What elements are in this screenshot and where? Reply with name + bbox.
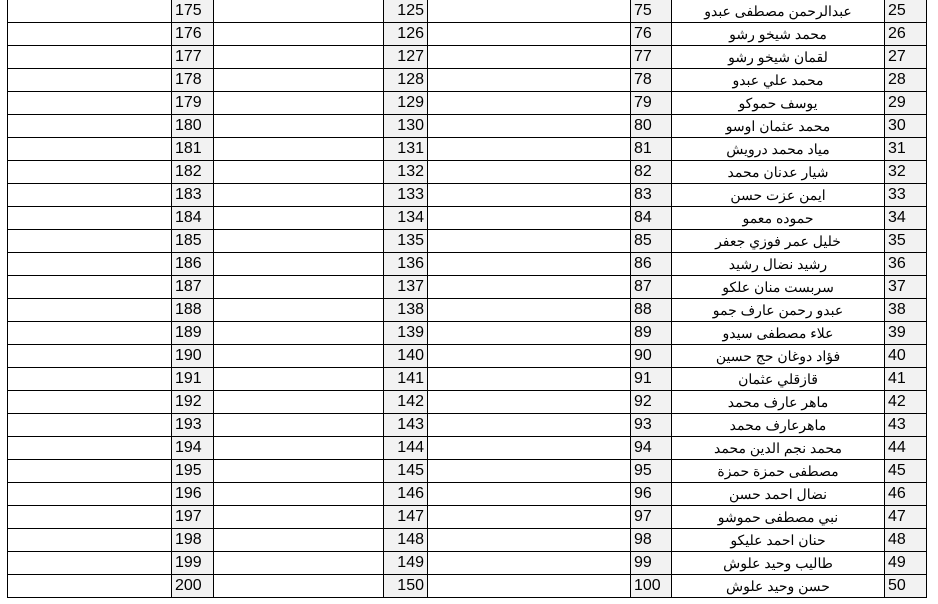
table-row [8, 138, 927, 161]
blank-cell[interactable] [8, 437, 172, 460]
blank-cell[interactable] [214, 529, 384, 552]
number-cell[interactable]: 40 [885, 345, 927, 368]
number-cell[interactable]: 43 [885, 414, 927, 437]
number-cell[interactable]: 36 [885, 253, 927, 276]
number-cell[interactable]: 27 [885, 46, 927, 69]
number-cell[interactable]: 131 [384, 138, 428, 161]
number-cell[interactable]: 41 [885, 368, 927, 391]
number-cell[interactable]: 193 [172, 414, 214, 437]
number-cell[interactable]: 200 [172, 575, 214, 598]
name-cell[interactable]: عبدو رحمن عارف جمو [672, 299, 885, 322]
blank-cell[interactable] [214, 483, 384, 506]
data-table [7, 0, 927, 598]
number-cell[interactable]: 78 [631, 69, 672, 92]
number-cell[interactable]: 77 [631, 46, 672, 69]
number-cell[interactable]: 83 [631, 184, 672, 207]
table-row [8, 0, 927, 23]
blank-cell[interactable] [214, 207, 384, 230]
blank-cell[interactable] [214, 391, 384, 414]
number-cell[interactable]: 186 [172, 253, 214, 276]
blank-cell[interactable] [8, 322, 172, 345]
blank-cell[interactable] [428, 184, 631, 207]
number-cell[interactable]: 140 [384, 345, 428, 368]
number-cell[interactable]: 76 [631, 23, 672, 46]
number-cell[interactable]: 93 [631, 414, 672, 437]
number-cell[interactable]: 92 [631, 391, 672, 414]
table-row [8, 322, 927, 345]
blank-cell[interactable] [428, 138, 631, 161]
number-cell[interactable]: 141 [384, 368, 428, 391]
table-body [8, 0, 927, 598]
name-cell[interactable]: لقمان شيخو رشو [672, 46, 885, 69]
blank-cell[interactable] [428, 115, 631, 138]
number-cell[interactable]: 146 [384, 483, 428, 506]
blank-cell[interactable] [214, 506, 384, 529]
number-cell[interactable]: 45 [885, 460, 927, 483]
number-cell[interactable]: 179 [172, 92, 214, 115]
number-cell[interactable]: 32 [885, 161, 927, 184]
number-cell[interactable]: 81 [631, 138, 672, 161]
blank-cell[interactable] [214, 437, 384, 460]
blank-cell[interactable] [428, 46, 631, 69]
number-cell[interactable]: 180 [172, 115, 214, 138]
number-cell[interactable]: 96 [631, 483, 672, 506]
number-cell[interactable]: 98 [631, 529, 672, 552]
table-row [8, 552, 927, 575]
table-row [8, 483, 927, 506]
number-cell[interactable]: 89 [631, 322, 672, 345]
name-cell[interactable]: محمد نجم الدين محمد [672, 437, 885, 460]
blank-cell[interactable] [214, 0, 384, 23]
number-cell[interactable]: 26 [885, 23, 927, 46]
number-cell[interactable]: 187 [172, 276, 214, 299]
table-row [8, 414, 927, 437]
name-cell[interactable]: عبدالرحمن مصطفى عبدو [672, 0, 885, 23]
number-cell[interactable]: 144 [384, 437, 428, 460]
blank-cell[interactable] [8, 253, 172, 276]
blank-cell[interactable] [214, 69, 384, 92]
table-row [8, 368, 927, 391]
name-cell[interactable]: حموده معمو [672, 207, 885, 230]
name-cell[interactable]: مياد محمد درويش [672, 138, 885, 161]
number-cell[interactable]: 183 [172, 184, 214, 207]
number-cell[interactable]: 150 [384, 575, 428, 598]
table-row [8, 161, 927, 184]
number-cell[interactable]: 35 [885, 230, 927, 253]
table-row [8, 575, 927, 598]
number-cell[interactable]: 44 [885, 437, 927, 460]
number-cell[interactable]: 135 [384, 230, 428, 253]
blank-cell[interactable] [428, 322, 631, 345]
table-row [8, 46, 927, 69]
number-cell[interactable]: 137 [384, 276, 428, 299]
blank-cell[interactable] [214, 575, 384, 598]
blank-cell[interactable] [8, 138, 172, 161]
table-row [8, 529, 927, 552]
number-cell[interactable]: 97 [631, 506, 672, 529]
number-cell[interactable]: 129 [384, 92, 428, 115]
number-cell[interactable]: 38 [885, 299, 927, 322]
number-cell[interactable]: 50 [885, 575, 927, 598]
table-row [8, 23, 927, 46]
number-cell[interactable]: 37 [885, 276, 927, 299]
number-cell[interactable]: 47 [885, 506, 927, 529]
name-cell[interactable]: ايمن عزت حسن [672, 184, 885, 207]
table-row [8, 345, 927, 368]
blank-cell[interactable] [428, 92, 631, 115]
blank-cell[interactable] [8, 0, 172, 23]
name-cell[interactable]: يوسف حموكو [672, 92, 885, 115]
name-cell[interactable]: رشيد نضال رشيد [672, 253, 885, 276]
name-cell[interactable]: طاليب وحيد علوش [672, 552, 885, 575]
number-cell[interactable]: 49 [885, 552, 927, 575]
number-cell[interactable]: 190 [172, 345, 214, 368]
number-cell[interactable]: 94 [631, 437, 672, 460]
blank-cell[interactable] [428, 575, 631, 598]
number-cell[interactable]: 79 [631, 92, 672, 115]
table-row [8, 460, 927, 483]
number-cell[interactable]: 184 [172, 207, 214, 230]
number-cell[interactable]: 188 [172, 299, 214, 322]
blank-cell[interactable] [214, 115, 384, 138]
name-cell[interactable]: سربست منان علكو [672, 276, 885, 299]
blank-cell[interactable] [8, 161, 172, 184]
number-cell[interactable]: 85 [631, 230, 672, 253]
number-cell[interactable]: 194 [172, 437, 214, 460]
blank-cell[interactable] [214, 414, 384, 437]
number-cell[interactable]: 100 [631, 575, 672, 598]
number-cell[interactable]: 175 [172, 0, 214, 23]
number-cell[interactable]: 143 [384, 414, 428, 437]
number-cell[interactable]: 189 [172, 322, 214, 345]
number-cell[interactable]: 31 [885, 138, 927, 161]
blank-cell[interactable] [428, 161, 631, 184]
name-cell[interactable]: علاء مصطفى سيدو [672, 322, 885, 345]
blank-cell[interactable] [214, 368, 384, 391]
number-cell[interactable]: 29 [885, 92, 927, 115]
number-cell[interactable]: 145 [384, 460, 428, 483]
blank-cell[interactable] [8, 529, 172, 552]
blank-cell[interactable] [428, 253, 631, 276]
number-cell[interactable]: 42 [885, 391, 927, 414]
blank-cell[interactable] [428, 414, 631, 437]
blank-cell[interactable] [8, 483, 172, 506]
number-cell[interactable]: 182 [172, 161, 214, 184]
blank-cell[interactable] [428, 437, 631, 460]
blank-cell[interactable] [8, 299, 172, 322]
name-cell[interactable]: محمد عثمان اوسو [672, 115, 885, 138]
blank-cell[interactable] [8, 345, 172, 368]
blank-cell[interactable] [214, 92, 384, 115]
number-cell[interactable]: 133 [384, 184, 428, 207]
table-row [8, 207, 927, 230]
number-cell[interactable]: 33 [885, 184, 927, 207]
blank-cell[interactable] [428, 552, 631, 575]
number-cell[interactable]: 176 [172, 23, 214, 46]
name-cell[interactable]: حسن وحيد علوش [672, 575, 885, 598]
blank-cell[interactable] [214, 299, 384, 322]
blank-cell[interactable] [428, 0, 631, 23]
name-cell[interactable]: محمد علي عبدو [672, 69, 885, 92]
number-cell[interactable]: 87 [631, 276, 672, 299]
blank-cell[interactable] [8, 391, 172, 414]
table-row [8, 184, 927, 207]
number-cell[interactable]: 134 [384, 207, 428, 230]
number-cell[interactable]: 147 [384, 506, 428, 529]
number-cell[interactable]: 177 [172, 46, 214, 69]
number-cell[interactable]: 82 [631, 161, 672, 184]
blank-cell[interactable] [214, 230, 384, 253]
blank-cell[interactable] [214, 276, 384, 299]
blank-cell[interactable] [8, 276, 172, 299]
number-cell[interactable]: 80 [631, 115, 672, 138]
name-cell[interactable]: فؤاد دوغان حج حسين [672, 345, 885, 368]
name-cell[interactable]: حنان احمد عليكو [672, 529, 885, 552]
blank-cell[interactable] [428, 299, 631, 322]
blank-cell[interactable] [8, 23, 172, 46]
number-cell[interactable]: 99 [631, 552, 672, 575]
number-cell[interactable]: 196 [172, 483, 214, 506]
blank-cell[interactable] [214, 184, 384, 207]
blank-cell[interactable] [428, 506, 631, 529]
number-cell[interactable]: 136 [384, 253, 428, 276]
number-cell[interactable]: 30 [885, 115, 927, 138]
number-cell[interactable]: 148 [384, 529, 428, 552]
blank-cell[interactable] [428, 460, 631, 483]
blank-cell[interactable] [8, 575, 172, 598]
blank-cell[interactable] [8, 552, 172, 575]
number-cell[interactable]: 34 [885, 207, 927, 230]
table-row [8, 253, 927, 276]
blank-cell[interactable] [428, 276, 631, 299]
number-cell[interactable]: 197 [172, 506, 214, 529]
blank-cell[interactable] [8, 92, 172, 115]
blank-cell[interactable] [214, 23, 384, 46]
name-cell[interactable]: مصطفى حمزة حمزة [672, 460, 885, 483]
name-cell[interactable]: قازقلي عثمان [672, 368, 885, 391]
blank-cell[interactable] [214, 138, 384, 161]
blank-cell[interactable] [214, 345, 384, 368]
number-cell[interactable]: 132 [384, 161, 428, 184]
blank-cell[interactable] [8, 460, 172, 483]
number-cell[interactable]: 198 [172, 529, 214, 552]
name-cell[interactable]: خليل عمر فوزي جعفر [672, 230, 885, 253]
table-row [8, 230, 927, 253]
blank-cell[interactable] [8, 69, 172, 92]
number-cell[interactable]: 195 [172, 460, 214, 483]
number-cell[interactable]: 90 [631, 345, 672, 368]
blank-cell[interactable] [214, 322, 384, 345]
table-row [8, 276, 927, 299]
number-cell[interactable]: 185 [172, 230, 214, 253]
blank-cell[interactable] [214, 460, 384, 483]
blank-cell[interactable] [214, 253, 384, 276]
blank-cell[interactable] [8, 184, 172, 207]
blank-cell[interactable] [8, 414, 172, 437]
number-cell[interactable]: 91 [631, 368, 672, 391]
blank-cell[interactable] [214, 552, 384, 575]
blank-cell[interactable] [8, 207, 172, 230]
number-cell[interactable]: 138 [384, 299, 428, 322]
table-row [8, 506, 927, 529]
number-cell[interactable]: 149 [384, 552, 428, 575]
number-cell[interactable]: 75 [631, 0, 672, 23]
blank-cell[interactable] [428, 230, 631, 253]
number-cell[interactable]: 181 [172, 138, 214, 161]
table-row [8, 391, 927, 414]
number-cell[interactable]: 84 [631, 207, 672, 230]
number-cell[interactable]: 128 [384, 69, 428, 92]
number-cell[interactable]: 88 [631, 299, 672, 322]
table-row [8, 92, 927, 115]
blank-cell[interactable] [214, 161, 384, 184]
name-cell[interactable]: شيار عدنان محمد [672, 161, 885, 184]
blank-cell[interactable] [428, 345, 631, 368]
number-cell[interactable]: 191 [172, 368, 214, 391]
number-cell[interactable]: 46 [885, 483, 927, 506]
blank-cell[interactable] [214, 46, 384, 69]
name-cell[interactable]: ماهرعارف محمد [672, 414, 885, 437]
table-row [8, 69, 927, 92]
name-cell[interactable]: محمد شيخو رشو [672, 23, 885, 46]
number-cell[interactable]: 127 [384, 46, 428, 69]
number-cell[interactable]: 25 [885, 0, 927, 23]
table-row [8, 299, 927, 322]
number-cell[interactable]: 86 [631, 253, 672, 276]
blank-cell[interactable] [428, 483, 631, 506]
blank-cell[interactable] [8, 46, 172, 69]
blank-cell[interactable] [428, 391, 631, 414]
blank-cell[interactable] [428, 69, 631, 92]
blank-cell[interactable] [8, 368, 172, 391]
number-cell[interactable]: 39 [885, 322, 927, 345]
number-cell[interactable]: 126 [384, 23, 428, 46]
number-cell[interactable]: 199 [172, 552, 214, 575]
blank-cell[interactable] [428, 207, 631, 230]
number-cell[interactable]: 130 [384, 115, 428, 138]
blank-cell[interactable] [8, 230, 172, 253]
table-row [8, 437, 927, 460]
number-cell[interactable]: 139 [384, 322, 428, 345]
name-cell[interactable]: نضال احمد حسن [672, 483, 885, 506]
name-cell[interactable]: ماهر عارف محمد [672, 391, 885, 414]
name-cell[interactable]: نبي مصطفى حموشو [672, 506, 885, 529]
blank-cell[interactable] [428, 529, 631, 552]
blank-cell[interactable] [8, 506, 172, 529]
number-cell[interactable]: 125 [384, 0, 428, 23]
blank-cell[interactable] [428, 368, 631, 391]
blank-cell[interactable] [8, 115, 172, 138]
number-cell[interactable]: 142 [384, 391, 428, 414]
table-row [8, 115, 927, 138]
blank-cell[interactable] [428, 23, 631, 46]
number-cell[interactable]: 192 [172, 391, 214, 414]
number-cell[interactable]: 28 [885, 69, 927, 92]
number-cell[interactable]: 178 [172, 69, 214, 92]
number-cell[interactable]: 95 [631, 460, 672, 483]
number-cell[interactable]: 48 [885, 529, 927, 552]
